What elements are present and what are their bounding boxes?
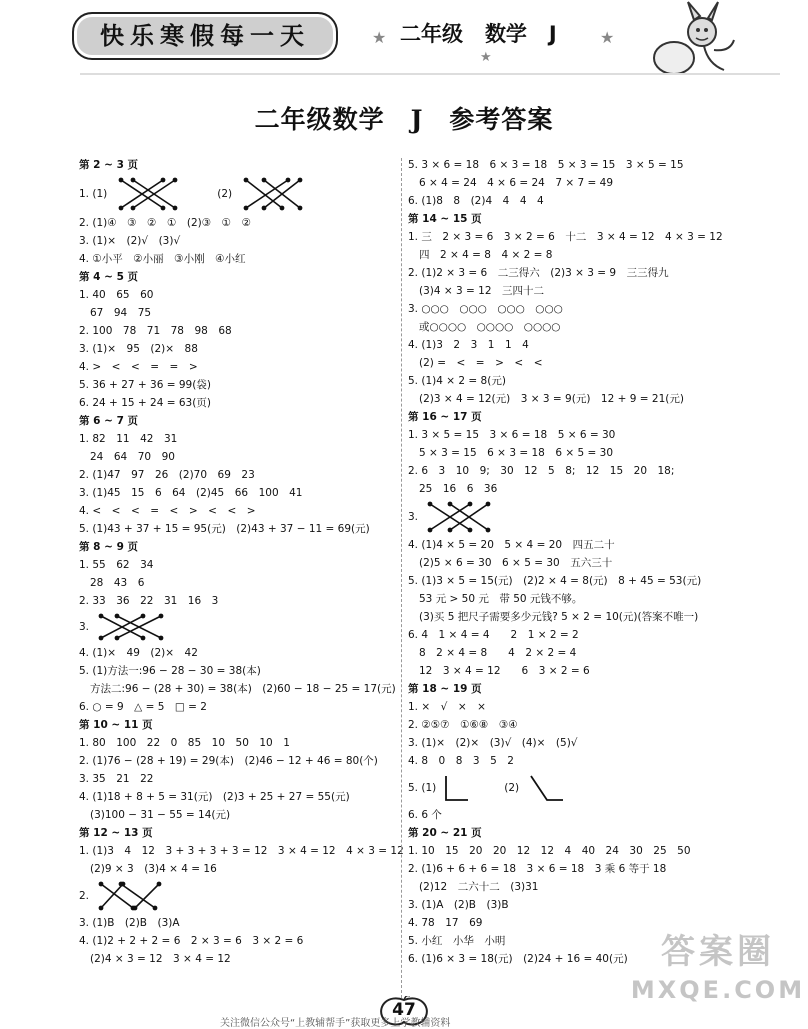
- answer-line: 1. 80 100 22 0 85 10 50 10 1: [79, 737, 290, 749]
- page-number: 47: [392, 1000, 416, 1020]
- answer-line: 4. (1)2 + 2 + 2 = 6 2 × 3 = 6 3 × 2 = 6: [79, 935, 304, 947]
- answer-line: 6. 6 个: [408, 809, 442, 821]
- answer-line: 4. ①小平 ②小丽 ③小刚 ④小红: [79, 253, 246, 265]
- answer-line-label: 5. (1): [408, 782, 437, 794]
- banner-rule: [80, 73, 780, 75]
- subject-label: 数学: [484, 22, 527, 46]
- answer-line: 24 64 70 90: [90, 451, 175, 463]
- answer-line: 1. 82 11 42 31: [79, 433, 178, 445]
- answer-line: [408, 770, 788, 806]
- answer-line-label: 2.: [79, 890, 90, 902]
- answer-line: 5. (1)3 × 5 = 15(元) (2)2 × 4 = 8(元) 8 + 45 = 53(元): [408, 575, 702, 587]
- answer-line: 8 2 × 4 = 8 4 2 × 2 = 4: [419, 647, 577, 659]
- answer-line: 1. × √ × ×: [408, 701, 486, 713]
- answer-line: 6. (1)6 × 3 = 18(元) (2)24 + 16 = 40(元): [408, 953, 628, 965]
- answer-line: 2. (1)47 97 26 (2)70 69 23: [79, 469, 255, 481]
- mascot-illustration-icon: [634, 0, 746, 78]
- answer-line: (2)9 × 3 (3)4 × 4 = 16: [90, 863, 217, 875]
- answer-line: 6. (1)8 8 (2)4 4 4 4: [408, 195, 544, 207]
- answer-column-left: [79, 156, 459, 968]
- page-title: 二年级数学 J 参考答案: [254, 105, 554, 134]
- section-heading: 第 18 ~ 19 页: [408, 683, 482, 695]
- answer-line: 4. 78 17 69: [408, 917, 483, 929]
- star-icon: ★: [480, 50, 492, 65]
- answer-line: 6. 24 + 15 + 24 = 63(页): [79, 397, 211, 409]
- section-heading: 第 6 ~ 7 页: [79, 415, 139, 427]
- answer-line: 3. (1)× (2)√ (3)√: [79, 235, 181, 247]
- matching-lines-diagram: [95, 880, 165, 912]
- answer-line: 1. 3 × 5 = 15 3 × 6 = 18 5 × 6 = 30: [408, 429, 616, 441]
- answer-line: 4. (1)3 2 3 1 1 4: [408, 339, 529, 351]
- answer-line: 25 16 6 36: [419, 483, 498, 495]
- answer-line: 5. (1)方法一:96 − 28 − 30 = 38(本): [79, 665, 261, 677]
- answer-line-label: 3.: [79, 621, 90, 633]
- edition-label: J: [548, 22, 557, 46]
- answer-line: 2. 6 3 10 9; 30 12 5 8; 12 15 20 18;: [408, 465, 675, 477]
- answer-line: 67 94 75: [90, 307, 152, 319]
- answer-line: 或○○○○ ○○○○ ○○○○: [419, 321, 561, 333]
- angle-drawing-icon: [525, 772, 565, 804]
- answer-line: 2. (1)76 − (28 + 19) = 29(本) (2)46 − 12 + 46 = 80(个): [79, 755, 378, 767]
- answer-line: [79, 174, 459, 214]
- footer-note: 关注微信公众号“上教辅帮手”获取更多上学教辅资料: [220, 1018, 451, 1029]
- answer-line: 5. (1)4 × 2 = 8(元): [408, 375, 506, 387]
- answer-line: 3. (1)45 15 6 64 (2)45 66 100 41: [79, 487, 303, 499]
- answer-line: 53 元 > 50 元 带 50 元钱不够。: [419, 593, 583, 605]
- section-heading: 第 10 ~ 11 页: [79, 719, 153, 731]
- answer-line-label: 1. (1): [79, 188, 108, 200]
- answer-line: (2)12 二六十二 (3)31: [419, 881, 539, 893]
- answer-line: 1. 40 65 60: [79, 289, 154, 301]
- section-heading: 第 12 ~ 13 页: [79, 827, 153, 839]
- answer-line: 3. 35 21 22: [79, 773, 154, 785]
- answer-line: (2)5 × 6 = 30 6 × 5 = 30 五六三十: [419, 557, 613, 569]
- answer-line: 3. ○○○ ○○○ ○○○ ○○○: [408, 303, 563, 315]
- section-heading: 第 4 ~ 5 页: [79, 271, 139, 283]
- answer-line: 2. 33 36 22 31 16 3: [79, 595, 219, 607]
- answer-line: (2)3 × 4 = 12(元) 3 × 3 = 9(元) 12 + 9 = 21(元): [419, 393, 684, 405]
- answer-line: 5. 3 × 6 = 18 6 × 3 = 18 5 × 3 = 15 3 × 5 = 15: [408, 159, 684, 171]
- answer-line: 2. (1)2 × 3 = 6 二三得六 (2)3 × 3 = 9 三三得九: [408, 267, 669, 279]
- matching-lines-diagram: [238, 176, 308, 212]
- answer-line: 3. (1)× 95 (2)× 88: [79, 343, 198, 355]
- watermark-line-2: MXQE.COM: [630, 976, 806, 1004]
- column-divider: [401, 158, 402, 1003]
- series-badge-text: 快乐寒假每一天: [100, 22, 310, 50]
- answer-line: 1. 55 62 34: [79, 559, 154, 571]
- answer-line: 4. > < < = = >: [79, 361, 198, 373]
- answer-line: [408, 498, 788, 536]
- answer-line: 1. 三 2 × 3 = 6 3 × 2 = 6 十二 3 × 4 = 12 4 × 3 = 12: [408, 231, 723, 243]
- answer-line: (3)买 5 把尺子需要多少元钱? 5 × 2 = 10(元)(答案不唯一): [419, 611, 699, 623]
- answer-line: 4. (1)4 × 5 = 20 5 × 4 = 20 四五二十: [408, 539, 615, 551]
- answer-line: 2. ②⑤⑦ ①⑥⑧ ③④: [408, 719, 518, 731]
- section-heading: 第 2 ~ 3 页: [79, 159, 139, 171]
- matching-lines-diagram: [113, 176, 183, 212]
- section-heading: 第 8 ~ 9 页: [79, 541, 139, 553]
- watermark-line-1: 答案圈: [661, 932, 775, 972]
- answer-line: (2)4 × 3 = 12 3 × 4 = 12: [90, 953, 231, 965]
- answer-line: [79, 610, 459, 644]
- answer-line: 方法二:96 − (28 + 30) = 38(本) (2)60 − 18 − 25 = 17(元): [90, 683, 396, 695]
- watermark: [628, 930, 808, 1025]
- answer-line: 3. (1)A (2)B (3)B: [408, 899, 509, 911]
- answer-line: 5. 小红 小华 小明: [408, 935, 506, 947]
- answer-line: [79, 878, 459, 914]
- answer-line: 四 2 × 4 = 8 4 × 2 = 8: [419, 249, 553, 261]
- answer-line: 5 × 3 = 15 6 × 3 = 18 6 × 5 = 30: [419, 447, 614, 459]
- section-heading: 第 16 ~ 17 页: [408, 411, 482, 423]
- answer-line: 4. < < < = < > < < >: [79, 505, 256, 517]
- star-icon: ★: [600, 28, 615, 47]
- answer-line: 6. 4 1 × 4 = 4 2 1 × 2 = 2: [408, 629, 579, 641]
- answer-line: 1. (1)3 4 12 3 + 3 + 3 + 3 = 12 3 × 4 = 12 4 × 3 = 12: [79, 845, 404, 857]
- answer-line-label: 3.: [408, 511, 419, 523]
- angle-drawing-icon: [442, 772, 470, 804]
- answer-line-label: (2): [504, 782, 520, 794]
- section-heading: 第 14 ~ 15 页: [408, 213, 482, 225]
- section-heading: 第 20 ~ 21 页: [408, 827, 482, 839]
- answer-line: 12 3 × 4 = 12 6 3 × 2 = 6: [419, 665, 590, 677]
- answer-line: (3)100 − 31 − 55 = 14(元): [90, 809, 231, 821]
- answer-line: 28 43 6: [90, 577, 145, 589]
- answer-line: 6. ○ = 9 △ = 5 □ = 2: [79, 701, 207, 713]
- answer-line: 2. (1)6 + 6 + 6 = 18 3 × 6 = 18 3 乘 6 等于 18: [408, 863, 667, 875]
- grade-label: 二年级: [400, 22, 463, 46]
- answer-column-right: [408, 156, 788, 968]
- answer-line: 2. 100 78 71 78 98 68: [79, 325, 232, 337]
- series-badge: [72, 12, 338, 60]
- answer-line: (3)4 × 3 = 12 三四十二: [419, 285, 545, 297]
- answer-line: 2. (1)④ ③ ② ① (2)③ ① ②: [79, 217, 251, 229]
- answer-line: 1. 10 15 20 20 12 12 4 40 24 30 25 50: [408, 845, 691, 857]
- answer-line: 6 × 4 = 24 4 × 6 = 24 7 × 7 = 49: [419, 177, 614, 189]
- matching-lines-diagram: [424, 500, 494, 534]
- answer-line: 3. (1)B (2)B (3)A: [79, 917, 180, 929]
- answer-line: (2) = < = > < <: [419, 357, 543, 369]
- answer-line: 3. (1)× (2)× (3)√ (4)× (5)√: [408, 737, 578, 749]
- matching-lines-diagram: [95, 612, 167, 642]
- answer-line: 5. 36 + 27 + 36 = 99(袋): [79, 379, 211, 391]
- star-icon: ★: [372, 28, 387, 47]
- answer-line: 4. 8 0 8 3 5 2: [408, 755, 514, 767]
- answer-line: 4. (1)× 49 (2)× 42: [79, 647, 198, 659]
- banner-grade-subject: [400, 18, 557, 48]
- page-banner: [0, 0, 808, 80]
- answer-line: 5. (1)43 + 37 + 15 = 95(元) (2)43 + 37 − 11 = 69(元): [79, 523, 370, 535]
- answer-line: 4. (1)18 + 8 + 5 = 31(元) (2)3 + 25 + 27 = 55(元): [79, 791, 350, 803]
- answer-line-label: (2): [217, 188, 233, 200]
